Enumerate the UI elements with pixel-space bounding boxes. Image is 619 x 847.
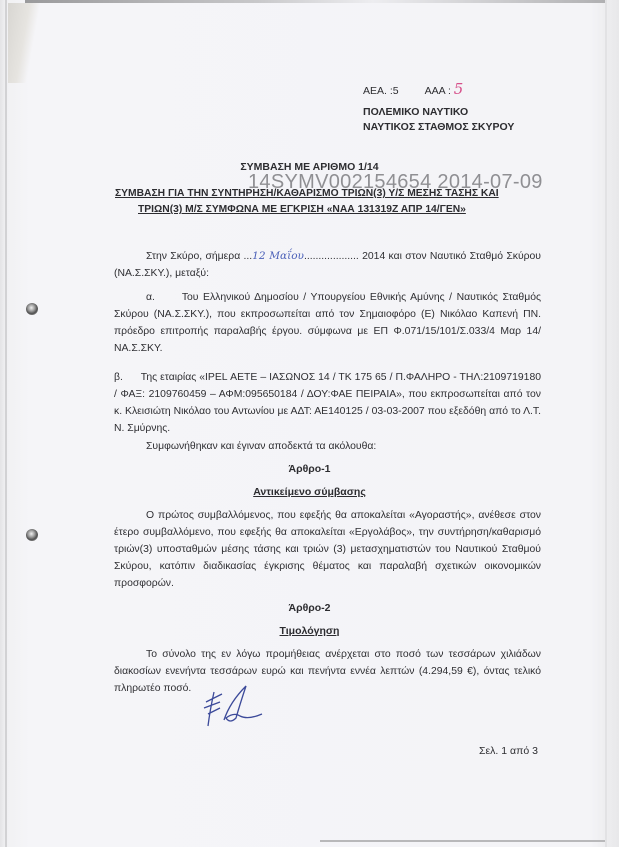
agreement-line: Συμφωνήθηκαν και έγιναν αποδεκτά τα ακόλουθα: xyxy=(146,441,377,452)
party-b-text: Της εταιρίας «IPEL ΑΕΤΕ – ΙΑΣΩΝΟΣ 14 / ΤΚ 175 65 / Π.ΦΑΛΗΡΟ - ΤΗΛ:2109719180 / ΦΑΞ: 2109760459 – ΑΦΜ:095650184 / ΔΟΥ:ΦΑΕ ΠΕΙΡΑΙΑ», που εκπροσωπείται από τον κ. Κλεισιώτη Νικόλαο του Αντωνίου με ΑΔΤ: ΑΕ140125 / 03-03-2007 που εξεδόθη από το Λ.Τ. Ν. Σμύρνης. xyxy=(114,372,541,434)
page-edge-top xyxy=(25,0,605,3)
contract-number-heading: ΣΥΜΒΑΣΗ ΜΕ ΑΡΙΘΜΟ 1/14 xyxy=(240,161,379,173)
contract-subject-line-2: ΤΡΙΩΝ(3) Μ/Σ ΣΥΜΦΩΝΑ ΜΕ ΕΓΚΡΙΣΗ «ΝΑΑ 131319Ζ ΑΠΡ 14/ΓΕΝ» xyxy=(138,204,466,215)
ref-aea: ΑΕΑ. :5 xyxy=(363,85,399,97)
handwritten-date: 12 Μαΐου xyxy=(252,250,304,262)
page-edge-bottom xyxy=(320,840,605,842)
handwritten-ref-number: 5 xyxy=(453,80,464,98)
signature-icon xyxy=(200,680,270,730)
party-a-text: Του Ελληνικού Δημοσίου / Υπουργείου Εθνικής Αμύνης / Ναυτικός Σταθμός Σκύρου (ΝΑ.Σ.ΣΚΥ.), που εκπροσωπείται από τον Σημαιοφόρο (Ε) Νικόλαο Καπενή ΠΝ. πρόεδρο επιτροπής παραλαβής έργου. σύμφωνα με ΕΠ Φ.071/15/101/Σ.033/4 Μαρ 14/ΝΑ.Σ.ΣΚΥ. xyxy=(114,292,541,354)
page-edge-left xyxy=(5,0,7,847)
punch-hole-icon xyxy=(26,529,38,541)
article-1-body: Ο πρώτος συμβαλλόμενος, που εφεξής θα αποκαλείται «Αγοραστής», ανέθεσε στον έτερο συμβαλλόμενο, που εφεξής θα αποκαλείται «Εργολάβος», την συντήρηση/καθαρισμό τριών(3) υποσταθμών μέσης τάσης και τριών (3) μετασχηματιστών του Ναυτικού Σταθμού Σκύρου, κατόπιν διαδικασίας έγκρισης θέματος και παραλαβή σχετικών οικονομικών προσφορών. xyxy=(114,510,541,589)
organization-name: ΠΟΛΕΜΙΚΟ ΝΑΥΤΙΚΟ xyxy=(363,106,469,118)
intro-paragraph xyxy=(114,248,541,282)
party-a-marker: α. xyxy=(146,292,155,303)
ada-watermark: 14SYMV002154654 2014-07-09 xyxy=(248,171,543,193)
party-b-marker: β. xyxy=(114,372,123,383)
punch-hole-icon xyxy=(26,303,38,315)
article-2-subtitle: Τιμολόγηση xyxy=(279,625,340,637)
page-edge-right xyxy=(605,0,607,847)
reference-numbers xyxy=(363,81,463,99)
party-a-paragraph xyxy=(114,289,541,357)
article-2-body: Το σύνολο της εν λόγω προμήθειας ανέρχεται στο ποσό των τεσσάρων χιλιάδων διακοσίων ενενήντα τεσσάρων ευρώ και πενήντα εννέα λεπτών (4.294,59 €), όντας τελικό πληρωτέο ποσό. xyxy=(114,649,541,694)
organization-unit: ΝΑΥΤΙΚΟΣ ΣΤΑΘΜΟΣ ΣΚΥΡΟΥ xyxy=(363,121,515,133)
page-indicator: Σελ. 1 από 3 xyxy=(479,745,538,757)
article-1-subtitle: Αντικείμενο σύμβασης xyxy=(253,486,366,498)
ref-aaa: ΑΑΑ : xyxy=(424,85,451,97)
article-2-title: Άρθρο-2 xyxy=(288,602,331,614)
party-b-paragraph xyxy=(114,369,541,437)
intro-text-after-date: ................... 2014 και στον Ναυτικό Σταθμό Σκύρου (ΝΑ.Σ.ΣΚΥ.), μεταξύ: xyxy=(114,251,541,279)
intro-text-before-date: Στην Σκύρο, σήμερα ... xyxy=(146,251,253,262)
contract-subject-line-1: ΣΥΜΒΑΣΗ ΓΙΑ ΤΗΝ ΣΥΝΤΗΡΗΣΗ/ΚΑΘΑΡΙΣΜΟ ΤΡΙΩΝ(3) Υ/Σ ΜΕΣΗΣ ΤΑΣΗΣ ΚΑΙ xyxy=(115,188,499,199)
page-corner-shadow xyxy=(8,3,48,83)
article-1-title: Άρθρο-1 xyxy=(288,463,331,475)
